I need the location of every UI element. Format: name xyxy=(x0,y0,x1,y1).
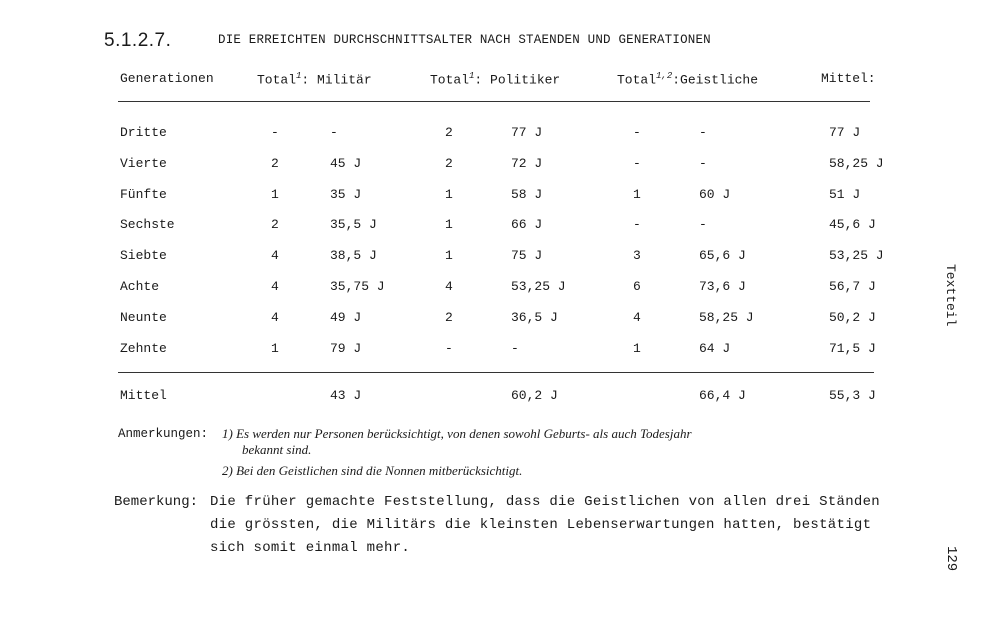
cell-generation: Siebte xyxy=(120,248,167,264)
cell-generation: Fünfte xyxy=(120,186,167,202)
cell-alter-politiker: 53,25 J xyxy=(511,279,566,294)
cell-total-militaer: 4 xyxy=(271,309,279,325)
cell-total-geistliche: 4 xyxy=(633,309,641,325)
cell-total-geistliche: 1 xyxy=(633,340,641,356)
cell-alter-militaer: 35,5 J xyxy=(330,217,377,233)
cell-generation: Dritte xyxy=(120,125,167,140)
cell-total-politiker: - xyxy=(445,340,453,356)
cell-generation: Sechste xyxy=(120,217,175,233)
cell-total-geistliche: 1 xyxy=(633,186,641,202)
footnote-marker: 1 xyxy=(296,71,302,81)
footnote-marker: 1,2 xyxy=(656,71,673,81)
cell-mittel: 71,5 J xyxy=(829,340,876,356)
cell-alter-politiker: 36,5 J xyxy=(511,309,558,325)
header-mittel: Mittel: xyxy=(821,71,876,86)
cell-total-geistliche: - xyxy=(633,155,641,171)
cell-alter-militaer: - xyxy=(330,125,338,140)
cell-total-militaer: - xyxy=(271,125,279,140)
cell-alter-militaer: 49 J xyxy=(330,309,362,325)
cell-alter-militaer: 35,75 J xyxy=(330,279,385,294)
cell-total-politiker: 1 xyxy=(445,248,453,264)
section-title: DIE ERREICHTEN DURCHSCHNITTSALTER NACH STAENDEN UND GENERATIONEN xyxy=(218,33,711,47)
cell-generation: Vierte xyxy=(120,155,167,171)
remark-line-1: Die früher gemachte Feststellung, dass die Geistlichen von allen drei Ständen xyxy=(210,494,881,510)
cell-total-politiker: 2 xyxy=(445,125,453,140)
page-number: 129 xyxy=(943,546,959,572)
cell-alter-politiker: 72 J xyxy=(511,155,543,171)
header-rule xyxy=(118,101,870,102)
header-militaer: : Militär xyxy=(301,72,372,88)
cell-mittel: 45,6 J xyxy=(829,217,876,233)
cell-total-militaer: 1 xyxy=(271,340,279,356)
header-total-politiker xyxy=(430,71,560,87)
cell-alter-militaer: 38,5 J xyxy=(330,248,377,264)
mittel-row-label: Mittel xyxy=(120,388,167,403)
cell-total-militaer: 1 xyxy=(271,186,279,202)
header-total-label: Total xyxy=(257,72,297,88)
notes-label: Anmerkungen: xyxy=(118,427,209,441)
remark-label: Bemerkung: xyxy=(114,494,199,510)
header-total-geistliche xyxy=(617,71,758,87)
cell-mittel: 58,25 J xyxy=(829,155,884,171)
cell-generation: Neunte xyxy=(120,309,167,325)
cell-alter-militaer: 45 J xyxy=(330,155,362,171)
summary-rule xyxy=(118,372,874,373)
cell-total-militaer: 4 xyxy=(271,279,279,294)
cell-alter-politiker: 58 J xyxy=(511,186,543,202)
cell-total-politiker: 1 xyxy=(445,217,453,233)
cell-alter-militaer: 35 J xyxy=(330,186,362,202)
cell-alter-geistliche: - xyxy=(699,155,707,171)
header-total-label: Total xyxy=(430,72,470,88)
cell-generation: Achte xyxy=(120,279,160,294)
cell-mittel: 50,2 J xyxy=(829,309,876,325)
cell-total-politiker: 1 xyxy=(445,186,453,202)
cell-alter-politiker: 77 J xyxy=(511,125,543,140)
cell-mittel: 77 J xyxy=(829,125,861,140)
cell-total-militaer: 2 xyxy=(271,155,279,171)
cell-mittel: 51 J xyxy=(829,186,861,202)
cell-total-militaer: 4 xyxy=(271,248,279,264)
cell-total-militaer: 2 xyxy=(271,217,279,233)
cell-mittel: 53,25 J xyxy=(829,248,884,264)
mittel-gesamt: 55,3 J xyxy=(829,388,876,403)
cell-total-geistliche: - xyxy=(633,217,641,233)
side-label: Textteil xyxy=(943,264,958,327)
cell-alter-militaer: 79 J xyxy=(330,340,362,356)
cell-total-politiker: 4 xyxy=(445,279,453,294)
cell-total-politiker: 2 xyxy=(445,155,453,171)
cell-generation: Zehnte xyxy=(120,340,167,356)
cell-mittel: 56,7 J xyxy=(829,279,876,294)
mittel-geistliche: 66,4 J xyxy=(699,388,746,403)
remark-line-3: sich somit einmal mehr. xyxy=(210,540,411,556)
section-number: 5.1.2.7. xyxy=(104,30,172,51)
cell-alter-geistliche: 73,6 J xyxy=(699,279,746,294)
note-2: 2) Bei den Geistlichen sind die Nonnen mitberücksichtigt. xyxy=(222,463,523,478)
cell-alter-geistliche: - xyxy=(699,217,707,233)
remark-line-2: die grössten, die Militärs die kleinsten Lebenserwartungen hatten, bestätigt xyxy=(210,517,872,533)
cell-alter-geistliche: - xyxy=(699,125,707,140)
header-total-militaer xyxy=(257,71,372,87)
cell-alter-politiker: 75 J xyxy=(511,248,543,264)
mittel-politiker: 60,2 J xyxy=(511,388,558,403)
footnote-marker: 1 xyxy=(469,71,475,81)
cell-alter-geistliche: 58,25 J xyxy=(699,309,754,325)
mittel-militaer: 43 J xyxy=(330,388,362,403)
header-politiker: : Politiker xyxy=(474,72,561,88)
cell-total-geistliche: 6 xyxy=(633,279,641,294)
cell-alter-geistliche: 65,6 J xyxy=(699,248,746,264)
cell-alter-politiker: 66 J xyxy=(511,217,543,233)
header-geistliche: :Geistliche xyxy=(672,72,759,88)
header-total-label: Total xyxy=(617,72,657,88)
note-1-line-1: 1) Es werden nur Personen berücksichtigt, von denen sowohl Geburts- als auch Todesjahr xyxy=(222,426,692,441)
cell-total-politiker: 2 xyxy=(445,309,453,325)
header-generationen: Generationen xyxy=(120,71,214,86)
cell-total-geistliche: - xyxy=(633,125,641,140)
cell-alter-geistliche: 64 J xyxy=(699,340,731,356)
cell-alter-politiker: - xyxy=(511,340,519,356)
cell-alter-geistliche: 60 J xyxy=(699,186,731,202)
cell-total-geistliche: 3 xyxy=(633,248,641,264)
note-1-line-2: bekannt sind. xyxy=(242,442,312,457)
